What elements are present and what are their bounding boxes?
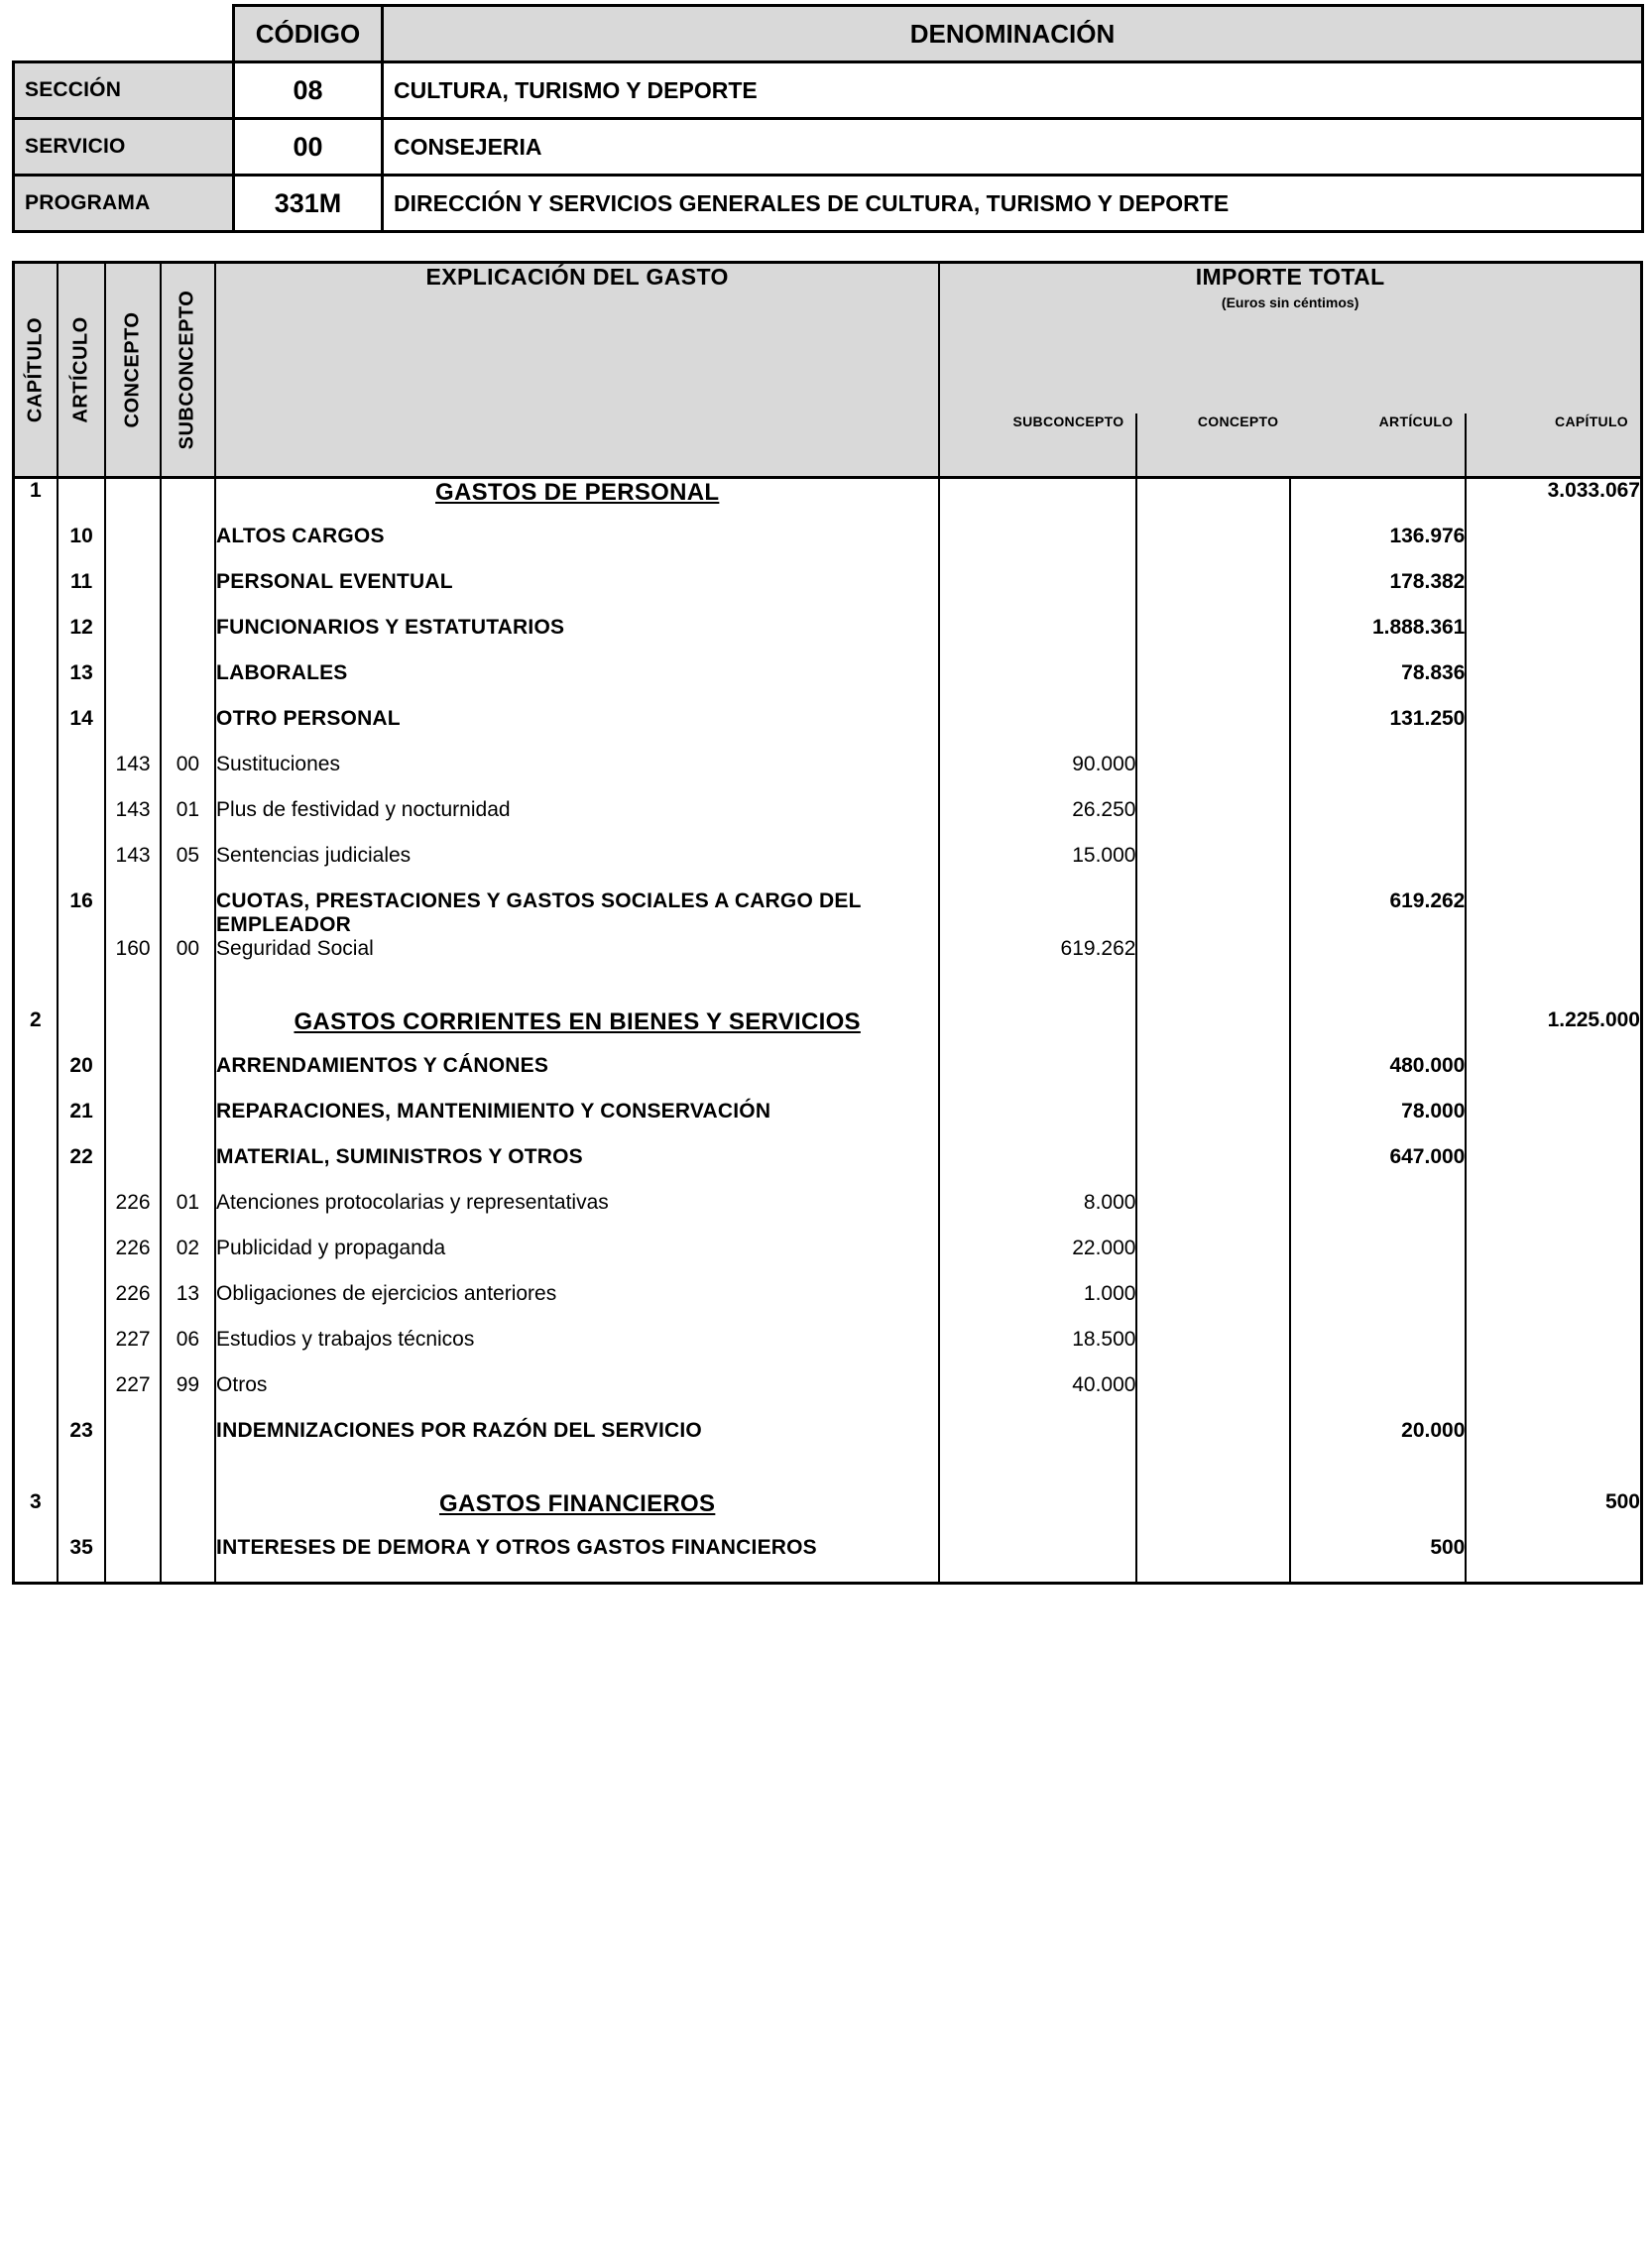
cell-importe-concepto <box>1136 570 1290 616</box>
cell-importe-capitulo <box>1466 1191 1641 1237</box>
cell-importe-capitulo <box>1466 1054 1641 1100</box>
amount-header-capitulo: CAPÍTULO <box>1466 414 1641 477</box>
cell-articulo <box>58 1328 106 1373</box>
header-label-seccion: SECCIÓN <box>14 62 234 119</box>
cell-importe-concepto <box>1136 1490 1290 1536</box>
spacer-cell <box>1290 1465 1466 1490</box>
cell-articulo: 16 <box>58 889 106 937</box>
cell-explicacion: Seguridad Social <box>215 937 939 983</box>
budget-page <box>0 4 1652 1585</box>
cell-importe-capitulo <box>1466 525 1641 570</box>
cell-capitulo <box>14 1145 58 1191</box>
cell-articulo <box>58 478 106 526</box>
cell-importe-subconcepto: 15.000 <box>939 844 1136 889</box>
spacer-cell <box>1136 983 1290 1008</box>
table-row <box>14 1373 1642 1419</box>
expense-rows <box>14 478 1642 1584</box>
cell-articulo: 21 <box>58 1100 106 1145</box>
col-header-subconcepto <box>161 263 215 478</box>
cell-explicacion: REPARACIONES, MANTENIMIENTO Y CONSERVACIÓN <box>215 1100 939 1145</box>
cell-concepto: 160 <box>105 937 160 983</box>
cell-importe-subconcepto: 22.000 <box>939 1237 1136 1282</box>
col-header-capitulo <box>14 263 58 478</box>
cell-importe-capitulo <box>1466 1237 1641 1282</box>
cell-explicacion: LABORALES <box>215 661 939 707</box>
cell-capitulo <box>14 1328 58 1373</box>
cell-capitulo <box>14 1054 58 1100</box>
cell-importe-subconcepto: 619.262 <box>939 937 1136 983</box>
cell-importe-concepto <box>1136 844 1290 889</box>
cell-importe-articulo <box>1290 1008 1466 1054</box>
cell-capitulo <box>14 616 58 661</box>
cell-explicacion: CUOTAS, PRESTACIONES Y GASTOS SOCIALES A CARGO DEL EMPLEADOR <box>215 889 939 937</box>
cell-subconcepto: 99 <box>161 1373 215 1419</box>
cell-subconcepto: 00 <box>161 753 215 798</box>
cell-articulo: 11 <box>58 570 106 616</box>
cell-subconcepto <box>161 478 215 526</box>
header-table <box>12 4 1644 233</box>
table-row <box>14 1490 1642 1536</box>
cell-importe-concepto <box>1136 525 1290 570</box>
cell-subconcepto <box>161 661 215 707</box>
cell-importe-subconcepto: 90.000 <box>939 753 1136 798</box>
cell-importe-subconcepto: 8.000 <box>939 1191 1136 1237</box>
table-row <box>14 753 1642 798</box>
cell-concepto <box>105 1054 160 1100</box>
col-header-articulo <box>58 263 106 478</box>
cell-concepto <box>105 661 160 707</box>
spacer-cell <box>215 1465 939 1490</box>
cell-capitulo <box>14 570 58 616</box>
spacer-cell <box>939 1465 1136 1490</box>
cell-concepto <box>105 889 160 937</box>
cell-explicacion: Atenciones protocolarias y representativas <box>215 1191 939 1237</box>
spacer-cell <box>105 1465 160 1490</box>
cell-importe-articulo: 178.382 <box>1290 570 1466 616</box>
cell-importe-subconcepto <box>939 1536 1136 1584</box>
cell-importe-articulo: 619.262 <box>1290 889 1466 937</box>
cell-importe-capitulo <box>1466 844 1641 889</box>
cell-articulo <box>58 1490 106 1536</box>
cell-explicacion: GASTOS CORRIENTES EN BIENES Y SERVICIOS <box>215 1008 939 1054</box>
cell-importe-subconcepto <box>939 570 1136 616</box>
header-name-seccion: CULTURA, TURISMO Y DEPORTE <box>383 62 1643 119</box>
cell-importe-articulo: 78.836 <box>1290 661 1466 707</box>
cell-concepto: 143 <box>105 844 160 889</box>
cell-explicacion: OTRO PERSONAL <box>215 707 939 753</box>
cell-importe-capitulo <box>1466 753 1641 798</box>
cell-importe-articulo: 136.976 <box>1290 525 1466 570</box>
cell-capitulo <box>14 937 58 983</box>
cell-importe-capitulo <box>1466 661 1641 707</box>
cell-subconcepto: 00 <box>161 937 215 983</box>
cell-importe-articulo <box>1290 1282 1466 1328</box>
header-label-programa: PROGRAMA <box>14 176 234 232</box>
spacer-cell <box>58 1465 106 1490</box>
table-row <box>14 844 1642 889</box>
spacer-cell <box>215 983 939 1008</box>
cell-concepto: 143 <box>105 798 160 844</box>
cell-importe-concepto <box>1136 1237 1290 1282</box>
col-header-capitulo-text: CAPÍTULO <box>24 316 47 423</box>
cell-importe-capitulo <box>1466 570 1641 616</box>
table-row <box>14 661 1642 707</box>
cell-explicacion: Otros <box>215 1373 939 1419</box>
spacer-cell <box>58 983 106 1008</box>
cell-subconcepto <box>161 1145 215 1191</box>
cell-importe-articulo: 480.000 <box>1290 1054 1466 1100</box>
cell-concepto <box>105 1008 160 1054</box>
cell-importe-capitulo: 500 <box>1466 1490 1641 1536</box>
cell-importe-articulo <box>1290 478 1466 526</box>
cell-capitulo <box>14 1237 58 1282</box>
cell-importe-capitulo <box>1466 1419 1641 1465</box>
cell-importe-concepto <box>1136 616 1290 661</box>
cell-subconcepto: 13 <box>161 1282 215 1328</box>
cell-importe-subconcepto: 26.250 <box>939 798 1136 844</box>
cell-importe-articulo: 500 <box>1290 1536 1466 1584</box>
col-header-concepto <box>105 263 160 478</box>
importe-total-title: IMPORTE TOTAL <box>1195 264 1385 290</box>
cell-importe-articulo <box>1290 1191 1466 1237</box>
cell-articulo: 12 <box>58 616 106 661</box>
cell-capitulo <box>14 661 58 707</box>
cell-importe-articulo <box>1290 937 1466 983</box>
cell-explicacion: Sentencias judiciales <box>215 844 939 889</box>
cell-capitulo <box>14 798 58 844</box>
cell-importe-subconcepto <box>939 478 1136 526</box>
cell-explicacion: ARRENDAMIENTOS Y CÁNONES <box>215 1054 939 1100</box>
cell-subconcepto <box>161 525 215 570</box>
header-code-seccion: 08 <box>234 62 383 119</box>
table-row <box>14 570 1642 616</box>
cell-subconcepto <box>161 1419 215 1465</box>
cell-importe-concepto <box>1136 1328 1290 1373</box>
spacer-cell <box>105 983 160 1008</box>
cell-importe-concepto <box>1136 798 1290 844</box>
cell-importe-subconcepto <box>939 1054 1136 1100</box>
spacer-cell <box>1466 1465 1641 1490</box>
importe-total-subtitle: (Euros sin céntimos) <box>1221 295 1359 310</box>
cell-explicacion: Estudios y trabajos técnicos <box>215 1328 939 1373</box>
col-header-concepto-text: CONCEPTO <box>121 311 144 428</box>
cell-concepto: 226 <box>105 1237 160 1282</box>
cell-articulo: 10 <box>58 525 106 570</box>
cell-importe-concepto <box>1136 1145 1290 1191</box>
cell-importe-concepto <box>1136 1419 1290 1465</box>
cell-importe-concepto <box>1136 937 1290 983</box>
cell-explicacion: FUNCIONARIOS Y ESTATUTARIOS <box>215 616 939 661</box>
cell-explicacion: INTERESES DE DEMORA Y OTROS GASTOS FINANCIEROS <box>215 1536 939 1584</box>
cell-concepto <box>105 1419 160 1465</box>
cell-capitulo <box>14 844 58 889</box>
cell-subconcepto: 02 <box>161 1237 215 1282</box>
cell-importe-subconcepto <box>939 661 1136 707</box>
cell-capitulo <box>14 1100 58 1145</box>
amount-header-subconcepto: SUBCONCEPTO <box>939 414 1136 477</box>
cell-importe-articulo <box>1290 1490 1466 1536</box>
cell-subconcepto <box>161 616 215 661</box>
cell-capitulo <box>14 1191 58 1237</box>
cell-importe-capitulo <box>1466 1328 1641 1373</box>
cell-subconcepto <box>161 1054 215 1100</box>
table-row <box>14 707 1642 753</box>
cell-concepto <box>105 1490 160 1536</box>
spacer-cell <box>939 983 1136 1008</box>
cell-importe-capitulo <box>1466 889 1641 937</box>
cell-capitulo: 1 <box>14 478 58 526</box>
spacer-cell <box>14 983 58 1008</box>
table-row <box>14 1536 1642 1584</box>
col-header-explicacion: EXPLICACIÓN DEL GASTO <box>215 263 939 478</box>
cell-explicacion: PERSONAL EVENTUAL <box>215 570 939 616</box>
spacer-cell <box>1290 983 1466 1008</box>
cell-capitulo <box>14 1373 58 1419</box>
cell-subconcepto: 05 <box>161 844 215 889</box>
cell-importe-articulo <box>1290 1328 1466 1373</box>
cell-importe-capitulo <box>1466 707 1641 753</box>
cell-importe-concepto <box>1136 661 1290 707</box>
cell-concepto <box>105 570 160 616</box>
cell-importe-concepto <box>1136 1191 1290 1237</box>
col-header-subconcepto-text: SUBCONCEPTO <box>176 290 198 450</box>
cell-articulo <box>58 1282 106 1328</box>
cell-articulo: 20 <box>58 1054 106 1100</box>
cell-importe-concepto <box>1136 889 1290 937</box>
cell-concepto: 227 <box>105 1328 160 1373</box>
table-row <box>14 1191 1642 1237</box>
cell-concepto: 143 <box>105 753 160 798</box>
cell-importe-capitulo: 3.033.067 <box>1466 478 1641 526</box>
cell-importe-articulo <box>1290 1373 1466 1419</box>
cell-capitulo: 3 <box>14 1490 58 1536</box>
cell-importe-articulo: 1.888.361 <box>1290 616 1466 661</box>
cell-concepto <box>105 707 160 753</box>
col-header-importe-total <box>939 263 1641 414</box>
cell-articulo <box>58 1373 106 1419</box>
cell-capitulo <box>14 1536 58 1584</box>
cell-importe-subconcepto: 18.500 <box>939 1328 1136 1373</box>
cell-importe-concepto <box>1136 1536 1290 1584</box>
cell-importe-capitulo <box>1466 1373 1641 1419</box>
header-label-servicio: SERVICIO <box>14 119 234 176</box>
cell-capitulo <box>14 1419 58 1465</box>
table-row <box>14 1237 1642 1282</box>
cell-importe-capitulo <box>1466 616 1641 661</box>
col-header-articulo-text: ARTÍCULO <box>69 316 92 423</box>
cell-importe-capitulo <box>1466 798 1641 844</box>
cell-articulo <box>58 1237 106 1282</box>
cell-importe-articulo: 131.250 <box>1290 707 1466 753</box>
cell-importe-articulo <box>1290 798 1466 844</box>
amount-header-articulo: ARTÍCULO <box>1290 414 1466 477</box>
cell-explicacion: Publicidad y propaganda <box>215 1237 939 1282</box>
table-row-spacer <box>14 1465 1642 1490</box>
cell-capitulo <box>14 525 58 570</box>
column-header-row <box>14 263 1642 414</box>
table-row <box>14 1328 1642 1373</box>
cell-importe-capitulo: 1.225.000 <box>1466 1008 1641 1054</box>
cell-concepto <box>105 478 160 526</box>
cell-importe-subconcepto <box>939 889 1136 937</box>
header-table-wrap <box>12 4 1632 233</box>
cell-subconcepto <box>161 1490 215 1536</box>
table-row <box>14 478 1642 526</box>
table-row <box>14 525 1642 570</box>
cell-importe-subconcepto <box>939 616 1136 661</box>
table-row <box>14 1100 1642 1145</box>
cell-importe-capitulo <box>1466 937 1641 983</box>
cell-explicacion: Obligaciones de ejercicios anteriores <box>215 1282 939 1328</box>
cell-explicacion: GASTOS DE PERSONAL <box>215 478 939 526</box>
cell-capitulo: 2 <box>14 1008 58 1054</box>
cell-articulo <box>58 1191 106 1237</box>
cell-articulo <box>58 844 106 889</box>
cell-concepto: 227 <box>105 1373 160 1419</box>
amount-header-concepto: CONCEPTO <box>1136 414 1290 477</box>
table-row <box>14 1054 1642 1100</box>
cell-importe-concepto <box>1136 1282 1290 1328</box>
header-name-servicio: CONSEJERIA <box>383 119 1643 176</box>
cell-explicacion: INDEMNIZACIONES POR RAZÓN DEL SERVICIO <box>215 1419 939 1465</box>
spacer-cell <box>1466 983 1641 1008</box>
header-denominacion-label: DENOMINACIÓN <box>383 6 1643 62</box>
cell-importe-articulo <box>1290 1237 1466 1282</box>
cell-explicacion: Plus de festividad y nocturnidad <box>215 798 939 844</box>
cell-concepto <box>105 616 160 661</box>
cell-importe-capitulo <box>1466 1100 1641 1145</box>
cell-subconcepto: 01 <box>161 1191 215 1237</box>
expense-table-wrap <box>12 261 1642 1585</box>
cell-concepto: 226 <box>105 1282 160 1328</box>
expense-table <box>12 261 1643 1585</box>
cell-importe-articulo <box>1290 844 1466 889</box>
cell-articulo <box>58 937 106 983</box>
spacer-cell <box>14 1465 58 1490</box>
cell-subconcepto <box>161 707 215 753</box>
cell-importe-subconcepto <box>939 1419 1136 1465</box>
cell-explicacion: GASTOS FINANCIEROS <box>215 1490 939 1536</box>
cell-importe-subconcepto <box>939 1100 1136 1145</box>
cell-articulo <box>58 798 106 844</box>
cell-capitulo <box>14 1282 58 1328</box>
cell-concepto <box>105 525 160 570</box>
cell-importe-subconcepto <box>939 707 1136 753</box>
cell-importe-subconcepto: 40.000 <box>939 1373 1136 1419</box>
cell-capitulo <box>14 707 58 753</box>
cell-subconcepto <box>161 1536 215 1584</box>
table-row <box>14 937 1642 983</box>
cell-capitulo <box>14 753 58 798</box>
header-empty-cell <box>14 6 234 62</box>
table-row <box>14 1282 1642 1328</box>
table-row-spacer <box>14 983 1642 1008</box>
header-title-row <box>14 6 1643 62</box>
header-code-servicio: 00 <box>234 119 383 176</box>
header-row-seccion <box>14 62 1643 119</box>
cell-articulo: 35 <box>58 1536 106 1584</box>
cell-subconcepto: 01 <box>161 798 215 844</box>
cell-concepto <box>105 1145 160 1191</box>
header-name-programa: DIRECCIÓN Y SERVICIOS GENERALES DE CULTURA, TURISMO Y DEPORTE <box>383 176 1643 232</box>
table-row <box>14 1008 1642 1054</box>
cell-articulo: 13 <box>58 661 106 707</box>
table-row <box>14 889 1642 937</box>
cell-articulo: 23 <box>58 1419 106 1465</box>
cell-capitulo <box>14 889 58 937</box>
cell-importe-subconcepto <box>939 1490 1136 1536</box>
cell-subconcepto: 06 <box>161 1328 215 1373</box>
cell-importe-articulo: 20.000 <box>1290 1419 1466 1465</box>
table-row <box>14 616 1642 661</box>
table-row <box>14 1145 1642 1191</box>
header-row-programa <box>14 176 1643 232</box>
cell-importe-capitulo <box>1466 1145 1641 1191</box>
header-codigo-label: CÓDIGO <box>234 6 383 62</box>
cell-articulo: 14 <box>58 707 106 753</box>
header-row-servicio <box>14 119 1643 176</box>
cell-explicacion: MATERIAL, SUMINISTROS Y OTROS <box>215 1145 939 1191</box>
cell-subconcepto <box>161 889 215 937</box>
cell-subconcepto <box>161 570 215 616</box>
cell-importe-subconcepto <box>939 1145 1136 1191</box>
cell-importe-concepto <box>1136 1100 1290 1145</box>
cell-importe-concepto <box>1136 1373 1290 1419</box>
cell-importe-concepto <box>1136 707 1290 753</box>
cell-importe-concepto <box>1136 1054 1290 1100</box>
cell-concepto <box>105 1536 160 1584</box>
spacer-cell <box>1136 1465 1290 1490</box>
cell-importe-subconcepto: 1.000 <box>939 1282 1136 1328</box>
cell-concepto <box>105 1100 160 1145</box>
cell-concepto: 226 <box>105 1191 160 1237</box>
cell-importe-subconcepto <box>939 1008 1136 1054</box>
cell-articulo <box>58 1008 106 1054</box>
spacer-cell <box>161 983 215 1008</box>
table-row <box>14 1419 1642 1465</box>
cell-importe-articulo: 78.000 <box>1290 1100 1466 1145</box>
cell-importe-concepto <box>1136 478 1290 526</box>
cell-subconcepto <box>161 1008 215 1054</box>
cell-importe-subconcepto <box>939 525 1136 570</box>
cell-importe-articulo: 647.000 <box>1290 1145 1466 1191</box>
cell-explicacion: Sustituciones <box>215 753 939 798</box>
cell-subconcepto <box>161 1100 215 1145</box>
table-row <box>14 798 1642 844</box>
cell-importe-capitulo <box>1466 1536 1641 1584</box>
cell-articulo <box>58 753 106 798</box>
cell-importe-capitulo <box>1466 1282 1641 1328</box>
cell-importe-concepto <box>1136 753 1290 798</box>
cell-explicacion: ALTOS CARGOS <box>215 525 939 570</box>
cell-importe-concepto <box>1136 1008 1290 1054</box>
spacer-cell <box>161 1465 215 1490</box>
header-code-programa: 331M <box>234 176 383 232</box>
cell-importe-articulo <box>1290 753 1466 798</box>
cell-articulo: 22 <box>58 1145 106 1191</box>
